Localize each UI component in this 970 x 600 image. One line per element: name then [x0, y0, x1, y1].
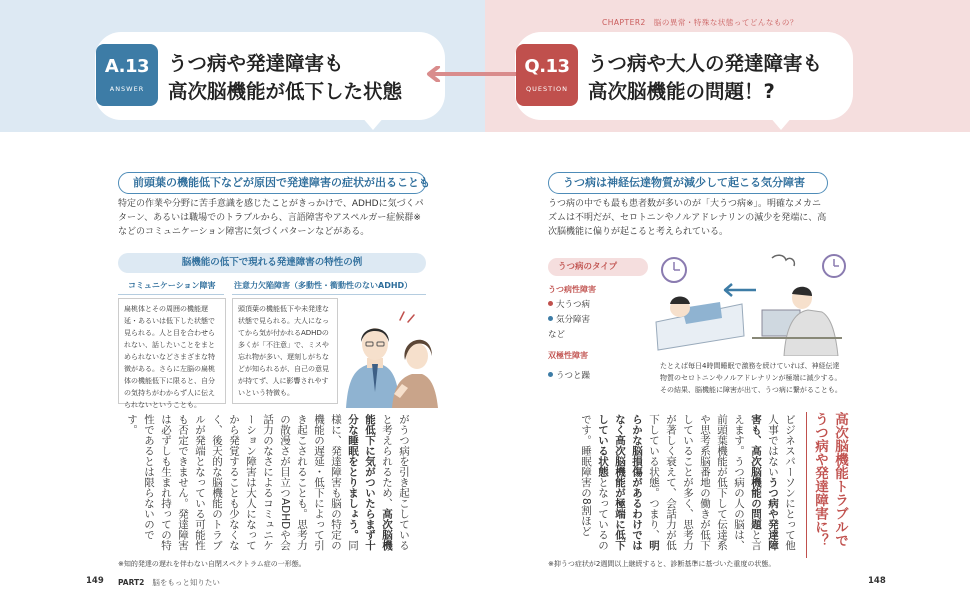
bipolar-label: 双極性障害: [548, 351, 588, 360]
arrow-left-icon: [424, 66, 516, 82]
overwork-illustration: [652, 252, 848, 356]
question-label: QUESTION: [526, 85, 568, 93]
type-list-item: など: [548, 330, 566, 340]
right-vertical-title: 高次脳機能トラブルでうつ病や発達障害に？: [806, 412, 850, 558]
left-section-heading: 前頭葉の機能低下などが原因で発達障害の症状が出ることも: [118, 172, 426, 194]
right-page-number: 148: [868, 576, 886, 586]
features-title: 脳機能の低下で現れる発達障害の特性の例: [118, 253, 426, 273]
left-intro-text: 特定の作業や分野に苦手意識を感じたことがきっかけで、ADHDに気づくパターン、あるいは職場でのトラブルから、言語障害やアスペルガー症候群※などのコミュニケーション障害に気づくパターンなどがある。: [118, 199, 424, 237]
unipolar-label: うつ病性障害: [548, 285, 596, 294]
part-label: PART2 脳をもっと知りたい: [118, 578, 220, 587]
left-vertical-body: がうつ病を引き起こしていると考えられるため、高次脳機能低下に気がついたらまず十分な睡眠をとりましょう。同様に、発達障害も脳の特定の機能の遅延・低下によって引き起こされることも。思考力の散漫さが目立つADHDや会話力のなさによるコミュニケーション障害は大人になってから発覚することも少なくなく、後天的な脳機能のトラブルが発端となっている可能性も否定できません。発達障害は必ずしも生まれ持っての特性であるとは限らないのです。: [126, 414, 410, 551]
depression-types-title: うつ病のタイプ: [548, 258, 648, 276]
col2-divider: [232, 294, 426, 295]
col1-description: 扁桃体とその周囲の機能遅延・あるいは低下した状態で見られる。人と目を合わせられない、話したいことをまとめられないなどさまざまな特徴がある。さらに左脳の扁桃体の機能低下に限ると、自分の気持ちがわからず人に伝えられないということも。: [118, 298, 226, 404]
right-footnote: ※抑うつ症状が2週間以上継続すると、診断基準に基づいた重度の状態。: [548, 560, 776, 568]
type-list-item: うつと躁: [548, 369, 590, 381]
right-section-heading: うつ病は神経伝達物質が減少して起こる気分障害: [548, 172, 828, 194]
answer-number: A.13: [104, 56, 150, 77]
conversation-illustration: [342, 300, 438, 408]
col1-label: コミュニケーション障害: [128, 281, 216, 290]
question-title: うつ病や大人の発達障害も 高次脳機能の問題！?: [588, 52, 823, 103]
left-footnote: ※知的発達の遅れを伴わない自閉スペクトラム症の一形態。: [118, 560, 306, 568]
question-number: Q.13: [524, 56, 570, 77]
right-intro-text: うつ病の中でも最も患者数が多いのが「大うつ病※」。明確なメカニズムは不明だが、セロトニンやノルアドレナリンの減少を発端に、高次脳機能に偏りが起こると考えられている。: [548, 199, 827, 237]
left-page-number: 149: [86, 576, 104, 586]
col2-label: 注意力欠陥障害（多動性・衝動性のないADHD）: [234, 281, 413, 290]
answer-label: ANSWER: [109, 85, 145, 93]
illustration-caption: たとえば毎日4時間睡眠で激務を続けていれば、神経伝達物質のセロトニンやノルアドレナリンが極端に減少する。その結果、脳機能に障害が出て、うつ病に繋がることも。: [660, 362, 842, 394]
answer-title: うつ病や発達障害も 高次脳機能が低下した状態: [168, 52, 403, 103]
answer-badge: [96, 44, 158, 106]
type-list-item: 気分障害: [548, 313, 590, 325]
col1-divider: [118, 294, 224, 295]
question-badge: [516, 44, 578, 106]
right-vertical-body: ビジネスパーソンにとって他人事ではないうつ病や発達障害も、高次脳機能の問題と言えます。うつ病の人の脳は、前頭葉機能が低下して伝達系や思考系脳番地の働きが低下していることが多く、思考力が著しく衰えて、会話力が低下している状態。つまり、明らかな脳損傷があるわけではなく高次脳機能が極端に低下している状態となっているのです。睡眠障害の8割ほど: [580, 414, 796, 551]
type-list-item: 大うつ病: [548, 298, 590, 310]
col2-description: 頭頂葉の機能低下や未発達な状態で見られる。大人になってから気が付かれるADHDの多くが「不注意」で、ミスや忘れ物が多い、遅刻しがちなどが知られるが、自己の意見が持てず、人に影響されやすいという特徴も。: [232, 298, 338, 404]
chapter-label: CHAPTER2 脳の異常・特殊な状態ってどんなもの？: [602, 18, 798, 27]
